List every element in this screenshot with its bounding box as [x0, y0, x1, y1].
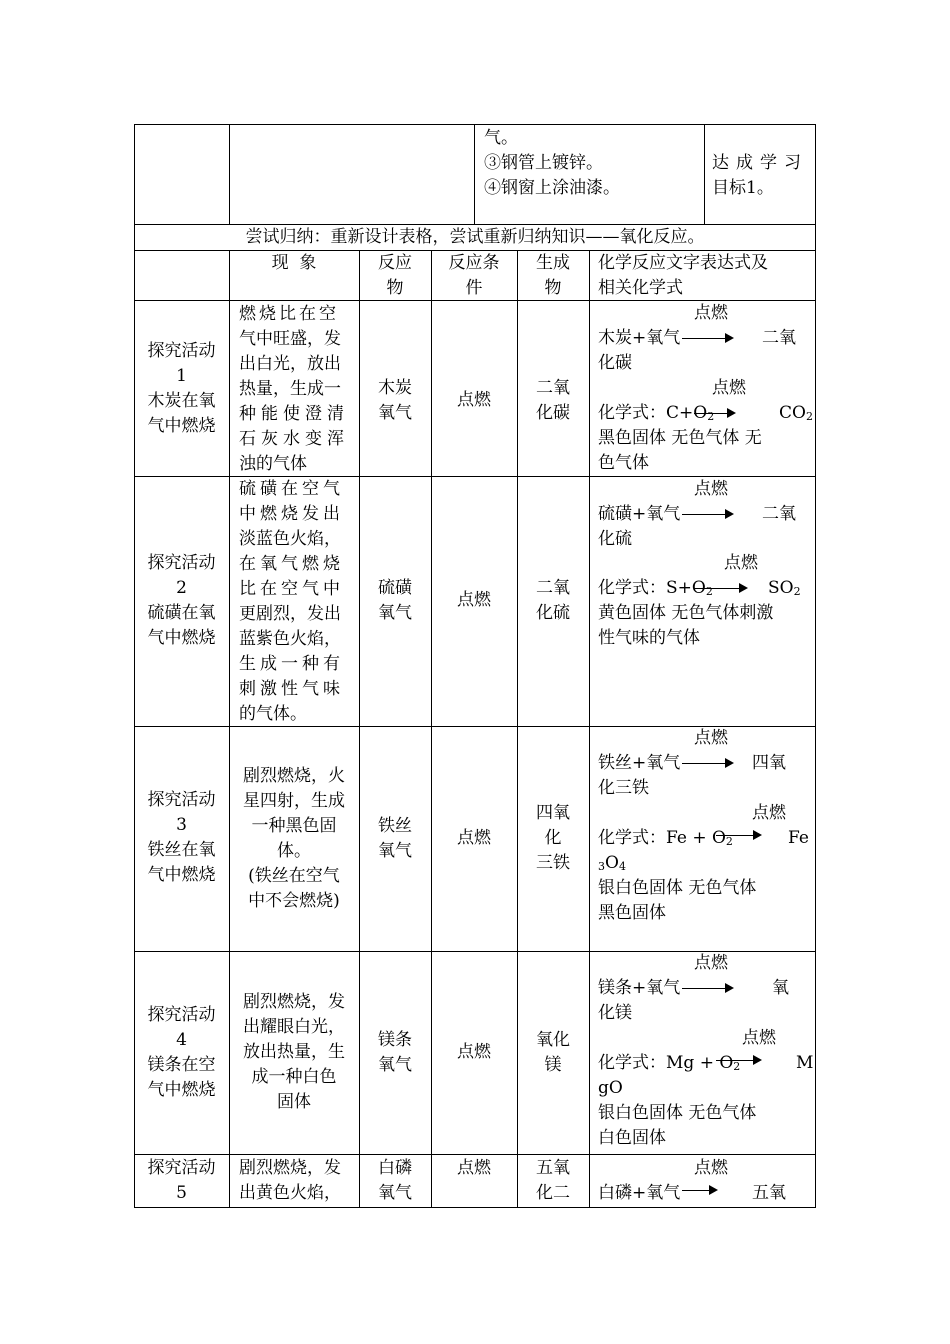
reaction-condition-label: 点燃: [752, 803, 786, 823]
reaction-arrow: [694, 413, 734, 414]
word-equation-right: 二氧: [762, 328, 796, 348]
word-equation-cont: 化镁: [598, 1003, 632, 1023]
reaction-condition-label: 点燃: [694, 728, 728, 748]
phenomenon-line: 石灰水变浑: [239, 429, 349, 449]
word-equation-left: 白磷+氧气: [598, 1183, 681, 1203]
formula-cont: gO: [598, 1078, 623, 1098]
states-line: 黑色固体 无色气体 无: [598, 428, 762, 448]
formula-cont: [598, 851, 626, 879]
col-divider: [589, 250, 590, 1208]
reaction-condition-label: 点燃: [712, 378, 746, 398]
reaction-condition-label: 点燃: [742, 1028, 776, 1048]
activity-label: 气中燃烧: [147, 865, 216, 885]
product-text: 化硫: [536, 603, 570, 623]
phenomenon-line: 出黄色火焰，: [239, 1183, 341, 1203]
formula-right: [768, 576, 801, 604]
reaction-condition-label: 点燃: [694, 1158, 728, 1178]
activity-label: 硫磺在氧: [147, 603, 216, 623]
table-caption: 尝试归纳：重新设计表格，尝试重新归纳知识——氧化反应。: [245, 227, 705, 247]
header-condition: 件: [465, 278, 483, 298]
reactant-text: 木炭: [378, 378, 412, 398]
phenomenon-line: 硫磺在空气: [239, 479, 344, 499]
phenomenon-line: 淡蓝色火焰，: [239, 529, 341, 549]
word-equation-right: 二氧: [762, 504, 796, 524]
goal-text: 达成学习: [712, 153, 808, 173]
phenomenon-line: 剧烈燃烧，火: [243, 766, 345, 786]
reaction-condition-label: 点燃: [694, 953, 728, 973]
condition-text: 点燃: [457, 1158, 491, 1178]
phenomenon-line: 气中旺盛，发: [239, 329, 341, 349]
phenomenon-line: 浊的气体: [239, 454, 307, 474]
activity-label: 3: [176, 815, 187, 835]
condition-text: 点燃: [457, 828, 491, 848]
subscript: 2: [805, 410, 813, 423]
row-divider: [134, 1154, 816, 1155]
formula-product: M: [796, 1053, 814, 1073]
reactant-text: 硫磺: [378, 578, 412, 598]
formula-left: 化学式：Mg + O: [598, 1053, 734, 1073]
phenomenon-line: 热量，生成一: [239, 379, 341, 399]
phenomenon-line: 剧烈燃烧，发: [243, 992, 345, 1012]
states-line: 白色固体: [598, 1128, 666, 1148]
states-line: 银白色固体 无色气体: [598, 878, 757, 898]
phenomenon-line: (铁丝在空气: [248, 866, 340, 886]
phenomenon-line: 燃烧比在空: [239, 304, 339, 324]
header-product: 物: [544, 278, 562, 298]
activity-label: 探究活动: [147, 553, 216, 573]
states-line: 性气味的气体: [598, 628, 700, 648]
phenomenon-line: 中燃烧发出: [239, 504, 344, 524]
phenomenon-line: 中不会燃烧): [248, 891, 340, 911]
reactant-text: 镁条: [378, 1030, 412, 1050]
subscript: 2: [725, 835, 733, 848]
phenomenon-line: 刺激性气味: [239, 679, 344, 699]
reaction-arrow: [682, 763, 732, 764]
word-equation-right: 五氧: [752, 1183, 786, 1203]
word-equation-left: 铁丝+氧气: [598, 753, 681, 773]
product-text: 氧化: [536, 1030, 570, 1050]
activity-label: 探究活动: [147, 1158, 216, 1178]
phenomenon-line: 出白光，放出: [239, 354, 341, 374]
col-divider: [229, 124, 230, 224]
product-text: 镁: [544, 1055, 562, 1075]
phenomenon-line: 体。: [277, 841, 311, 861]
reactant-text: 氧气: [378, 403, 412, 423]
reaction-arrow: [694, 588, 746, 589]
reaction-arrow: [682, 338, 732, 339]
formula-equation: [598, 1051, 740, 1079]
product-text: 二氧: [536, 378, 570, 398]
top-text-line: ③钢管上镀锌。: [484, 153, 603, 173]
phenomenon-line: 比在空气中: [239, 579, 344, 599]
word-equation-left: 木炭+氧气: [598, 328, 681, 348]
document-table: [134, 124, 816, 1208]
word-equation-right: 氧: [772, 978, 789, 998]
header-reactant: 物: [386, 278, 404, 298]
subscript: 2: [705, 585, 713, 598]
reaction-arrow: [682, 1190, 716, 1191]
header-reactant: 反应: [378, 253, 412, 273]
header-equation: 化学反应文字表达式及: [598, 253, 768, 273]
subscript: 2: [733, 1060, 741, 1073]
activity-label: 镁条在空: [147, 1055, 216, 1075]
activity-label: 探究活动: [147, 1005, 216, 1025]
product-text: 五氧: [536, 1158, 570, 1178]
product-text: 化碳: [536, 403, 570, 423]
formula-equation: [598, 576, 713, 604]
reaction-arrow: [682, 514, 732, 515]
phenomenon-line: 星四射，生成: [243, 791, 345, 811]
formula-left: 化学式：C+O: [598, 403, 708, 423]
phenomenon-line: 蓝紫色火焰，: [239, 629, 341, 649]
subscript: 2: [793, 585, 801, 598]
header-phenomenon: 现 象: [271, 253, 317, 273]
header-condition: 反应条: [448, 253, 500, 273]
subscript: 3: [598, 860, 605, 873]
header-product: 生成: [536, 253, 570, 273]
product-text: 二氧: [536, 578, 570, 598]
activity-label: 气中燃烧: [147, 628, 216, 648]
phenomenon-line: 一种黑色固: [251, 816, 337, 836]
condition-text: 点燃: [457, 1042, 491, 1062]
subscript: 4: [618, 860, 626, 873]
formula-equation: [598, 826, 733, 854]
col-divider: [474, 124, 475, 224]
col-divider: [704, 124, 705, 224]
activity-label: 5: [176, 1183, 187, 1203]
phenomenon-line: 生成一种有: [239, 654, 344, 674]
activity-label: 1: [176, 366, 187, 386]
formula-cont-text: O: [605, 853, 619, 873]
reactant-text: 氧气: [378, 1055, 412, 1075]
activity-label: 探究活动: [147, 790, 216, 810]
reaction-condition-label: 点燃: [724, 553, 758, 573]
activity-label: 探究活动: [147, 341, 216, 361]
word-equation-cont: 化三铁: [598, 778, 649, 798]
reactant-text: 白磷: [378, 1158, 412, 1178]
formula-left: 化学式：S+O: [598, 578, 706, 598]
phenomenon-line: 固体: [277, 1092, 311, 1112]
states-line: 黑色固体: [598, 903, 666, 923]
product-text: 四氧: [536, 803, 570, 823]
word-equation-left: 镁条+氧气: [598, 978, 681, 998]
phenomenon-line: 种能使澄清: [239, 404, 349, 424]
product-text: 化二: [536, 1183, 570, 1203]
activity-label: 气中燃烧: [147, 416, 216, 436]
states-line: 色气体: [598, 453, 649, 473]
condition-text: 点燃: [457, 390, 491, 410]
word-equation-cont: 化硫: [598, 529, 632, 549]
word-equation-right: 四氧: [752, 753, 786, 773]
word-equation-left: 硫磺+氧气: [598, 504, 681, 524]
states-line: 银白色固体 无色气体: [598, 1103, 757, 1123]
reaction-arrow: [716, 1060, 760, 1061]
formula-product: CO: [779, 403, 806, 423]
formula-product: Fe: [788, 828, 809, 848]
activity-label: 气中燃烧: [147, 1080, 216, 1100]
reaction-condition-label: 点燃: [694, 303, 728, 323]
header-equation: 相关化学式: [598, 278, 683, 298]
condition-text: 点燃: [457, 590, 491, 610]
reaction-arrow: [716, 835, 760, 836]
reactant-text: 氧气: [378, 1183, 412, 1203]
phenomenon-line: 出耀眼白光，: [243, 1017, 345, 1037]
product-text: 化: [544, 828, 562, 848]
reaction-condition-label: 点燃: [694, 479, 728, 499]
phenomenon-line: 的气体。: [239, 704, 307, 724]
activity-label: 4: [176, 1030, 187, 1050]
formula-equation: [598, 401, 714, 429]
reaction-arrow: [682, 988, 732, 989]
subscript: 2: [707, 410, 715, 423]
reactant-text: 氧气: [378, 603, 412, 623]
states-line: 黄色固体 无色气体刺激: [598, 603, 774, 623]
activity-label: 铁丝在氧: [147, 840, 216, 860]
phenomenon-line: 在氧气燃烧: [239, 554, 344, 574]
goal-text: 目标1。: [712, 178, 774, 198]
activity-label: 2: [176, 578, 187, 598]
reactant-text: 氧气: [378, 841, 412, 861]
reactant-text: 铁丝: [378, 816, 412, 836]
phenomenon-line: 更剧烈，发出: [239, 604, 341, 624]
formula-product: SO: [768, 578, 794, 598]
formula-right: [779, 401, 813, 429]
word-equation-cont: 化碳: [598, 353, 632, 373]
col-divider: [229, 250, 230, 1208]
activity-label: 木炭在氧: [147, 391, 216, 411]
formula-left: 化学式：Fe + O: [598, 828, 726, 848]
phenomenon-line: 放出热量，生: [243, 1042, 345, 1062]
top-text-line: 气。: [484, 128, 518, 148]
phenomenon-line: 剧烈燃烧，发: [239, 1158, 341, 1178]
product-text: 三铁: [536, 853, 570, 873]
phenomenon-line: 成一种白色: [251, 1067, 337, 1087]
top-text-line: ④钢窗上涂油漆。: [484, 178, 620, 198]
